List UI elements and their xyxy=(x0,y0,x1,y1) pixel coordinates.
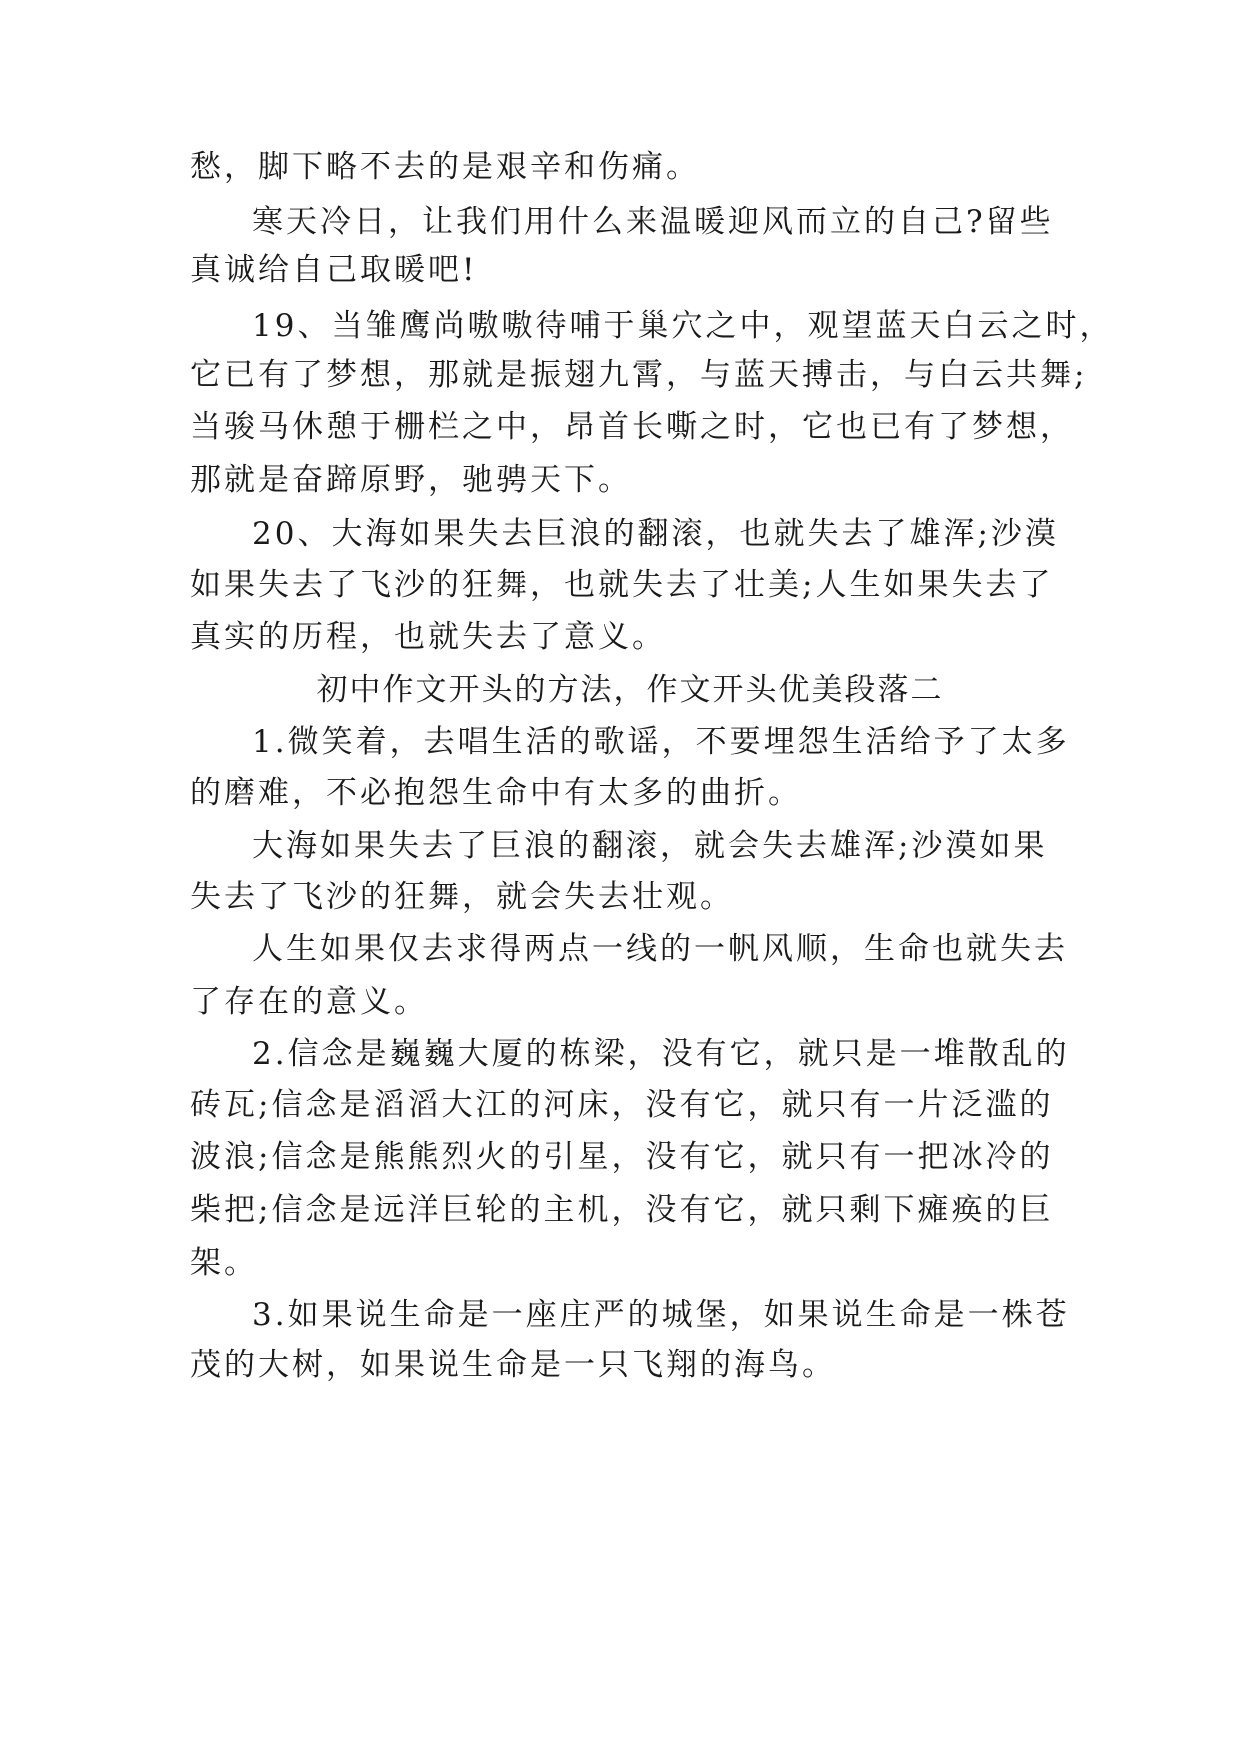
text-line: 架。 xyxy=(190,1245,258,1281)
text-line: 人生如果仅去求得两点一线的一帆风顺，生命也就失去 xyxy=(252,931,1068,967)
text-line: 那就是奋蹄原野，驰骋天下。 xyxy=(190,462,632,498)
text-line: 真实的历程，也就失去了意义。 xyxy=(190,619,666,655)
text-line: 20、大海如果失去巨浪的翻滚，也就失去了雄浑;沙漠 xyxy=(252,516,1059,552)
text-line: 愁，脚下略不去的是艰辛和伤痛。 xyxy=(190,149,700,185)
text-line: 波浪;信念是熊熊烈火的引星，没有它，就只有一把冰冷的 xyxy=(190,1139,1054,1175)
text-line: 1.微笑着，去唱生活的歌谣，不要埋怨生活给予了太多 xyxy=(252,724,1070,760)
text-line: 寒天冷日，让我们用什么来温暖迎风而立的自己?留些 xyxy=(252,204,1054,240)
text-line: 当骏马休憩于栅栏之中，昂首长嘶之时，它也已有了梦想， xyxy=(190,409,1074,445)
text-line: 如果失去了飞沙的狂舞，也就失去了壮美;人生如果失去了 xyxy=(190,567,1054,603)
text-line: 2.信念是巍巍大厦的栋梁，没有它，就只是一堆散乱的 xyxy=(252,1036,1070,1072)
text-line: 它已有了梦想，那就是振翅九霄，与蓝天搏击，与白云共舞; xyxy=(190,357,1088,393)
text-line: 柴把;信念是远洋巨轮的主机，没有它，就只剩下瘫痪的巨 xyxy=(190,1192,1054,1228)
section-heading: 初中作文开头的方法，作文开头优美段落二 xyxy=(316,672,944,708)
text-line: 砖瓦;信念是滔滔大江的河床，没有它，就只有一片泛滥的 xyxy=(190,1087,1054,1123)
text-line: 19、当雏鹰尚嗷嗷待哺于巢穴之中，观望蓝天白云之时， xyxy=(252,308,1114,344)
text-line: 3.如果说生命是一座庄严的城堡，如果说生命是一株苍 xyxy=(252,1297,1070,1333)
text-line: 茂的大树，如果说生命是一只飞翔的海鸟。 xyxy=(190,1347,836,1383)
text-line: 的磨难，不必抱怨生命中有太多的曲折。 xyxy=(190,775,802,811)
text-line: 真诚给自己取暖吧! xyxy=(190,252,478,288)
text-line: 了存在的意义。 xyxy=(190,984,428,1020)
text-line: 大海如果失去了巨浪的翻滚，就会失去雄浑;沙漠如果 xyxy=(252,828,1048,864)
text-line: 失去了飞沙的狂舞，就会失去壮观。 xyxy=(190,879,734,915)
